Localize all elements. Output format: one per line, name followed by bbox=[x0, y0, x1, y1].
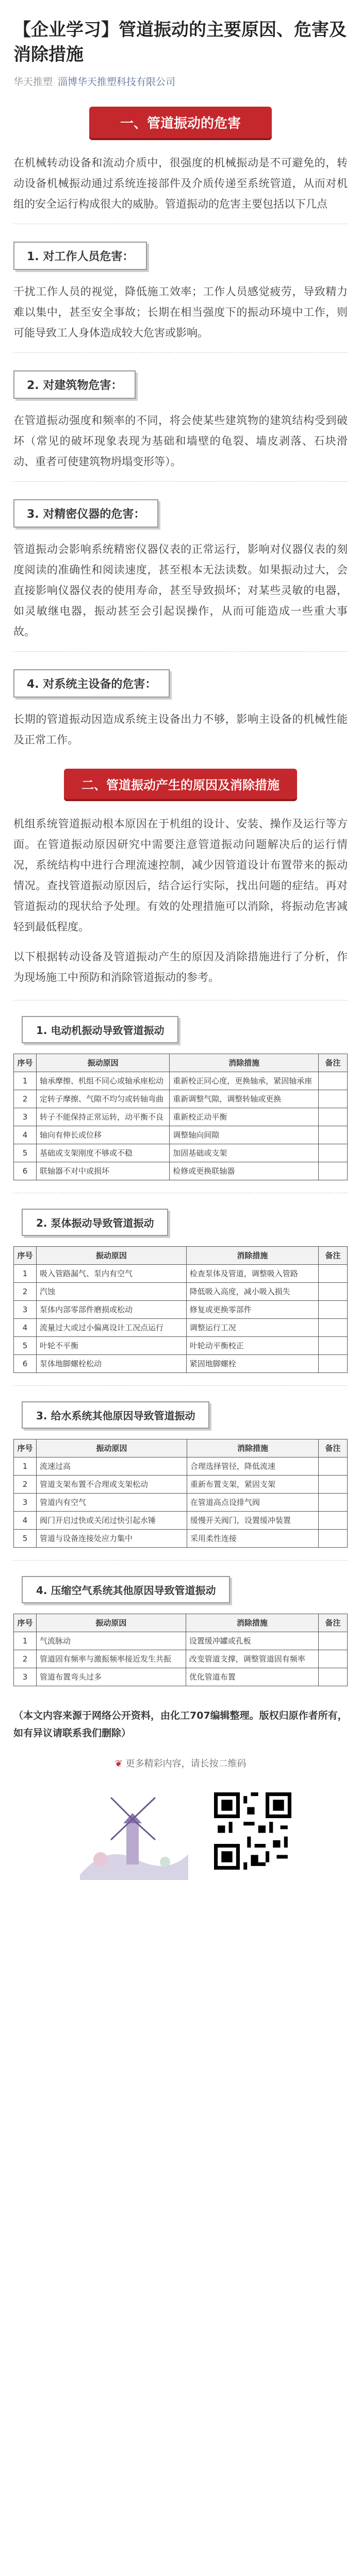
table-header-cell: 序号 bbox=[14, 1614, 37, 1632]
table-header-row bbox=[14, 1439, 348, 1458]
table-cell: 吸入管路漏气、泵内有空气 bbox=[37, 1265, 187, 1283]
section1-banner-wrap bbox=[13, 107, 348, 138]
table-header-row bbox=[14, 1614, 348, 1632]
table-cell: 管道支架布置不合理或支架松动 bbox=[37, 1476, 187, 1494]
table-row bbox=[14, 1108, 348, 1126]
table-cell: 管道固有频率与激振频率接近发生共振 bbox=[37, 1650, 186, 1668]
table-cell bbox=[319, 1090, 348, 1108]
table-row bbox=[14, 1668, 348, 1686]
table-row bbox=[14, 1090, 348, 1108]
table-cell: 定转子摩擦、气隙不均匀或转轴弯曲 bbox=[37, 1090, 170, 1108]
hazard-text: 管道振动会影响系统精密仪器仪表的正常运行，影响对仪器仪表的刻度阅读的准确性和阅读速度，甚至根本无法读数。如果振动过大，会直接影响仪器仪表的使用寿命，甚至导致损坏；对某些灵敏的电器，如灵敏继电器，振动甚至会引起误操作，从而可能造成一些重大事故。 bbox=[13, 543, 348, 638]
table-cell bbox=[319, 1072, 348, 1090]
table-cell: 5 bbox=[14, 1530, 37, 1548]
table-cell: 5 bbox=[14, 1337, 37, 1355]
table-cell bbox=[319, 1512, 348, 1530]
table-cell: 1 bbox=[14, 1072, 37, 1090]
table-cell: 转子不能保持正常运转，动平衡不良 bbox=[37, 1108, 170, 1126]
cause-table bbox=[13, 1614, 348, 1686]
hazard-text: 长期的管道振动因造成系统主设备出力不够，影响主设备的机械性能及正常工作。 bbox=[13, 713, 348, 746]
table-header-cell: 序号 bbox=[14, 1439, 37, 1458]
hazard-heading: 2. 对建筑物危害： bbox=[13, 370, 136, 399]
table-cell: 4 bbox=[14, 1319, 37, 1337]
table-header-cell: 消除措施 bbox=[170, 1054, 319, 1072]
table-cell: 6 bbox=[14, 1355, 37, 1373]
table-header-cell: 备注 bbox=[319, 1439, 348, 1458]
table-cell bbox=[319, 1108, 348, 1126]
table-cell: 管道布置弯头过多 bbox=[37, 1668, 186, 1686]
table-cell bbox=[319, 1162, 348, 1180]
table-cell: 缓慢开关阀门，设置缓冲装置 bbox=[187, 1512, 318, 1530]
table-cell: 调整轴向间隙 bbox=[170, 1126, 319, 1144]
table-row bbox=[14, 1512, 348, 1530]
table-cell: 流量过大或过小偏离设计工况点运行 bbox=[37, 1319, 187, 1337]
table-cell: 检查泵体及管道，调整吸入管路 bbox=[186, 1265, 318, 1283]
table-cell: 重新布置支架，紧固支架 bbox=[187, 1476, 318, 1494]
table-title: 4. 压缩空气系统其他原因导致管道振动 bbox=[22, 1576, 230, 1603]
table-cell: 叶轮不平衡 bbox=[37, 1337, 187, 1355]
source-note: （本文内容来源于网络公开资料，由化工707编辑整理。版权归原作者所有，如有异议请联系我们删除） bbox=[13, 1710, 348, 1739]
hazard-item-4 bbox=[13, 651, 348, 750]
hazard-text: 干扰工作人员的视觉，降低施工效率；工作人员感觉疲劳，导致精力难以集中，甚至安全事故；长期在相当强度下的振动环境中工作，则可能导致工人身体造成较大危害或影响。 bbox=[13, 285, 348, 339]
table-header-cell: 消除措施 bbox=[186, 1247, 318, 1265]
table-cell bbox=[319, 1319, 348, 1337]
table-cell: 重新校正动平衡 bbox=[170, 1108, 319, 1126]
table-cell: 1 bbox=[14, 1265, 37, 1283]
table-header-row bbox=[14, 1054, 348, 1072]
table-cell bbox=[319, 1476, 348, 1494]
table-cell bbox=[319, 1283, 348, 1301]
section1-intro: 在机械转动设备和流动介质中，很强度的机械振动是不可避免的，转动设备机械振动通过系统连接部件及介质传递至系统管道，从而对机组的安全运行构成很大的威胁。管道振动的危害主要包括以下几点 bbox=[13, 157, 348, 210]
table-cell bbox=[319, 1458, 348, 1476]
footer-graphics bbox=[13, 1782, 348, 1880]
table-cell: 重新校正同心度，更换轴承，紧固轴承座 bbox=[170, 1072, 319, 1090]
cause-tables bbox=[13, 1000, 348, 1686]
table-row bbox=[14, 1458, 348, 1476]
table-cell: 阀门开启过快或关闭过快引起水锤 bbox=[37, 1512, 187, 1530]
table-cell: 优化管道布置 bbox=[186, 1668, 318, 1686]
divider bbox=[13, 1560, 348, 1561]
meta-tag: 华天推塑 bbox=[13, 76, 53, 88]
table-row bbox=[14, 1319, 348, 1337]
table-header-cell: 振动原因 bbox=[37, 1614, 186, 1632]
table-cell: 合理选择管径，降低流速 bbox=[187, 1458, 318, 1476]
more-content bbox=[13, 1756, 348, 1770]
cause-table-block bbox=[13, 1000, 348, 1180]
divider bbox=[13, 352, 348, 353]
hazard-heading: 1. 对工作人员危害： bbox=[13, 242, 147, 270]
table-header-cell: 消除措施 bbox=[187, 1439, 318, 1458]
table-cell: 修复或更换零部件 bbox=[186, 1301, 318, 1319]
table-header-cell: 振动原因 bbox=[37, 1247, 187, 1265]
table-row bbox=[14, 1632, 348, 1650]
table-cell bbox=[319, 1668, 348, 1686]
table-cell bbox=[319, 1337, 348, 1355]
hazard-item-1 bbox=[13, 224, 348, 343]
windmill-illustration-icon bbox=[70, 1782, 193, 1880]
table-cell bbox=[319, 1650, 348, 1668]
table-row bbox=[14, 1337, 348, 1355]
table-cell: 叶轮动平衡校正 bbox=[186, 1337, 318, 1355]
flourish-icon: ❦ bbox=[114, 1758, 123, 1769]
table-row bbox=[14, 1144, 348, 1162]
table-row bbox=[14, 1162, 348, 1180]
table-row bbox=[14, 1265, 348, 1283]
table-cell: 轴向有伸长或位移 bbox=[37, 1126, 170, 1144]
table-cell: 3 bbox=[14, 1494, 37, 1512]
section2-banner-wrap bbox=[13, 769, 348, 799]
table-header-cell: 消除措施 bbox=[186, 1614, 318, 1632]
cause-table-block bbox=[13, 1385, 348, 1548]
table-cell: 联轴器不对中或损坏 bbox=[37, 1162, 170, 1180]
table-cell bbox=[319, 1301, 348, 1319]
divider bbox=[13, 1000, 348, 1001]
table-header-cell: 序号 bbox=[14, 1054, 37, 1072]
hazard-text: 在管道振动强度和频率的不同，将会使某些建筑物的建筑结构受到破坏（常见的破坏现象表现为基础和墙壁的龟裂、墙皮剥落、石块滑动、重者可使建筑物坍塌变形等）。 bbox=[13, 414, 348, 468]
table-cell: 重新调整气隙，调整转轴或更换 bbox=[170, 1090, 319, 1108]
table-cell: 2 bbox=[14, 1090, 37, 1108]
table-cell: 降低吸入高度，减小吸入损失 bbox=[186, 1283, 318, 1301]
table-row bbox=[14, 1126, 348, 1144]
table-cell: 设置缓冲罐或孔板 bbox=[186, 1632, 318, 1650]
section1-banner: 一、管道振动的危害 bbox=[89, 107, 272, 138]
table-cell: 气流脉动 bbox=[37, 1632, 186, 1650]
section2-banner: 二、管道振动产生的原因及消除措施 bbox=[64, 769, 297, 799]
cause-table bbox=[13, 1054, 348, 1180]
more-text: 更多精彩内容，请长按二维码 bbox=[125, 1758, 247, 1769]
section2-intro-1: 机组系统管道振动根本原因在于机组的设计、安装、操作及运行等方面。在管道振动原因研究中需要注意管道振动问题解决后的运行情况，系统结构中进行合理流速控制，减少因管道设计布置带来的振动情况。查找管道振动原因后，结合运行实际，找出问题的症结。再对管道振动的现状给予处理。有效的处理措施可以消除，将振动危害减轻到最低程度。 bbox=[13, 818, 348, 933]
table-row bbox=[14, 1283, 348, 1301]
hazard-item-3 bbox=[13, 481, 348, 642]
table-row bbox=[14, 1494, 348, 1512]
table-title: 2. 泵体振动导致管道振动 bbox=[22, 1209, 168, 1236]
table-row bbox=[14, 1072, 348, 1090]
article-title: 【企业学习】管道振动的主要原因、危害及消除措施 bbox=[13, 20, 347, 65]
table-cell: 4 bbox=[14, 1126, 37, 1144]
table-cell: 6 bbox=[14, 1162, 37, 1180]
table-cell: 泵体地脚螺栓松动 bbox=[37, 1355, 187, 1373]
table-cell: 2 bbox=[14, 1283, 37, 1301]
table-header-cell: 备注 bbox=[319, 1054, 348, 1072]
table-cell: 1 bbox=[14, 1632, 37, 1650]
table-cell bbox=[319, 1144, 348, 1162]
table-title: 3. 给水系统其他原因导致管道振动 bbox=[22, 1401, 209, 1429]
table-cell: 基础或支架刚度不够或不稳 bbox=[37, 1144, 170, 1162]
table-cell bbox=[319, 1265, 348, 1283]
cause-table-block bbox=[13, 1560, 348, 1686]
article-meta bbox=[13, 74, 348, 88]
table-cell: 泵体内部零部件磨损或松动 bbox=[37, 1301, 187, 1319]
table-cell bbox=[319, 1494, 348, 1512]
table-cell bbox=[319, 1126, 348, 1144]
hazard-item-2 bbox=[13, 352, 348, 472]
table-cell: 改变管道支撑，调整管道固有频率 bbox=[186, 1650, 318, 1668]
table-cell: 2 bbox=[14, 1650, 37, 1668]
table-cell bbox=[319, 1355, 348, 1373]
table-cell: 紧固地脚螺栓 bbox=[186, 1355, 318, 1373]
table-header-cell: 备注 bbox=[319, 1247, 348, 1265]
table-title: 1. 电动机振动导致管道振动 bbox=[22, 1016, 178, 1043]
table-cell: 4 bbox=[14, 1512, 37, 1530]
table-cell bbox=[319, 1632, 348, 1650]
qr-code-icon[interactable] bbox=[214, 1792, 291, 1870]
account-link[interactable]: 淄博华天推塑科技有限公司 bbox=[58, 76, 176, 88]
table-cell: 3 bbox=[14, 1301, 37, 1319]
cause-table-block bbox=[13, 1193, 348, 1373]
table-cell: 2 bbox=[14, 1476, 37, 1494]
table-cell: 3 bbox=[14, 1108, 37, 1126]
divider bbox=[13, 651, 348, 652]
cause-table bbox=[13, 1439, 348, 1548]
hazard-heading: 4. 对系统主设备的危害： bbox=[13, 669, 170, 698]
hazard-heading: 3. 对精密仪器的危害： bbox=[13, 499, 158, 528]
table-cell: 管道内有空气 bbox=[37, 1494, 187, 1512]
table-cell bbox=[319, 1530, 348, 1548]
table-cell: 流速过高 bbox=[37, 1458, 187, 1476]
table-cell: 调整运行工况 bbox=[186, 1319, 318, 1337]
table-cell: 汽蚀 bbox=[37, 1283, 187, 1301]
table-header-cell: 序号 bbox=[14, 1247, 37, 1265]
divider bbox=[13, 1385, 348, 1386]
table-header-cell: 振动原因 bbox=[37, 1439, 187, 1458]
table-cell: 加固基础或支架 bbox=[170, 1144, 319, 1162]
table-row bbox=[14, 1355, 348, 1373]
table-cell: 1 bbox=[14, 1458, 37, 1476]
table-header-row bbox=[14, 1247, 348, 1265]
divider bbox=[13, 481, 348, 482]
table-row bbox=[14, 1476, 348, 1494]
table-cell: 采用柔性连接 bbox=[187, 1530, 318, 1548]
table-cell: 5 bbox=[14, 1144, 37, 1162]
table-cell: 检修或更换联轴器 bbox=[170, 1162, 319, 1180]
section2-intro-2: 以下根据转动设备及管道振动产生的原因及消除措施进行了分析，作为现场施工中预防和消除管道振动的参考。 bbox=[13, 951, 348, 984]
table-header-cell: 振动原因 bbox=[37, 1054, 170, 1072]
table-row bbox=[14, 1301, 348, 1319]
table-cell: 在管道高点设排气阀 bbox=[187, 1494, 318, 1512]
table-cell: 管道与设备连接处应力集中 bbox=[37, 1530, 187, 1548]
table-cell: 轴承摩擦、机组不同心或轴承座松动 bbox=[37, 1072, 170, 1090]
table-header-cell: 备注 bbox=[319, 1614, 348, 1632]
table-row bbox=[14, 1650, 348, 1668]
table-row bbox=[14, 1530, 348, 1548]
cause-table bbox=[13, 1246, 348, 1373]
table-cell: 3 bbox=[14, 1668, 37, 1686]
